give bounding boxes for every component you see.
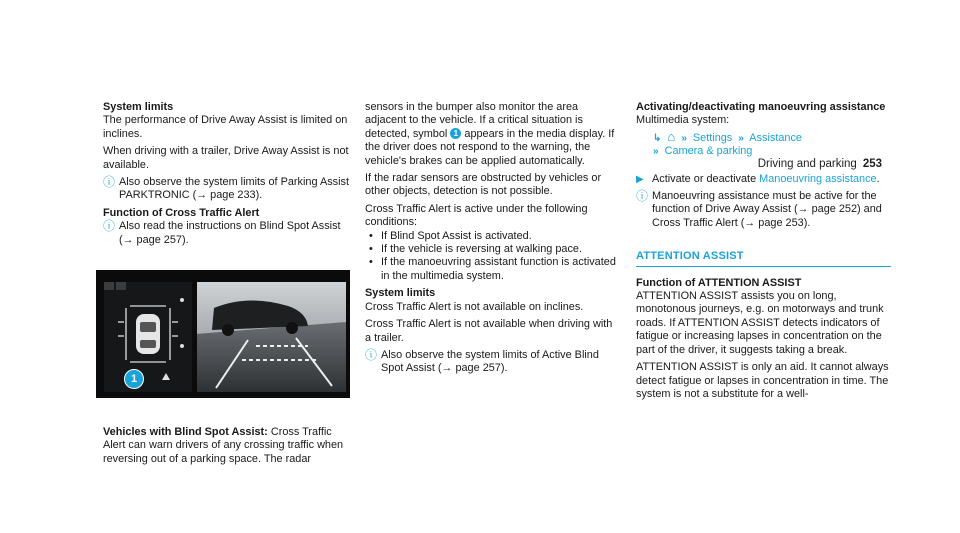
step-arrow-icon: ▶ (636, 173, 644, 185)
symbol-1-badge: 1 (450, 128, 461, 139)
heading-manoeuvring: Activating/deactivating manoeuvring assistance (636, 101, 886, 113)
chevron-right-icon: » (653, 146, 659, 158)
column-2 (365, 101, 620, 380)
paragraph: Cross Traffic Alert is active under the following conditions: (365, 202, 588, 229)
heading-system-limits: System limits (365, 287, 436, 300)
paragraph: The performance of Drive Away Assist is limited on inclines. (103, 114, 348, 140)
note-text: Also observe the system limits of Active Blind Spot Assist (→ page 257). (381, 348, 599, 375)
info-icon: ⓘ (365, 347, 378, 362)
heading-cross-traffic-alert: Function of Cross Traffic Alert (103, 206, 260, 219)
callout-badge-1: 1 (124, 369, 144, 389)
paragraph: ATTENTION ASSIST is only an aid. It cannot always detect fatigue or lapses in concentration in time. The system is not a substitute for a well- (636, 361, 889, 400)
note (365, 349, 620, 376)
note-text: Also read the instructions on Blind Spot Assist (→ page 257). (119, 220, 341, 246)
menu-manoeuvring-assistance[interactable]: Manoeuvring assistance (759, 172, 877, 185)
note (103, 220, 353, 247)
paragraph: Multimedia system: (636, 114, 730, 127)
menu-camera-parking[interactable]: Camera & parking (664, 145, 753, 158)
chevron-right-icon: » (738, 132, 744, 144)
column-3 (636, 101, 891, 405)
conditions-list (365, 230, 620, 284)
paragraph: sensors in the bumper also monitor the area adjacent to the vehicle. If a critical situation is detected, symbol 1 appears in the media display. If the driver does not respond to the warning, the vehicle's brakes can be applied automatically. (365, 101, 615, 167)
section-heading-attention-assist: ATTENTION ASSIST (636, 250, 891, 266)
menu-path (636, 130, 891, 159)
info-icon: ⓘ (636, 189, 649, 204)
note-text: Also observe the system limits of Parking Assist PARKTRONIC (→ page 233). (119, 176, 349, 202)
paragraph: ATTENTION ASSIST assists you on long, monotonous journeys, e.g. on motorways and trunk roads. If ATTENTION ASSIST detects indicators of fatigue or increasing lapses in concentration on the part of the driver, it suggests taking a break. (636, 290, 884, 356)
note (103, 176, 353, 203)
menu-settings[interactable]: Settings (692, 131, 733, 144)
home-icon[interactable]: ⌂ (667, 128, 676, 144)
paragraph: Cross Traffic Alert is not available on inclines. (365, 300, 584, 313)
info-icon: ⓘ (103, 175, 116, 190)
menu-assistance[interactable]: Assistance (749, 131, 802, 144)
paragraph (103, 426, 353, 466)
instruction-step: ▶ Activate or deactivate Manoeuvring assistance. (636, 172, 880, 185)
heading-function-attention-assist: Function of ATTENTION ASSIST (636, 276, 802, 289)
list-item: • If Blind Spot Assist is activated. (365, 230, 620, 243)
note-text: Manoeuvring assistance must be active for the function of Drive Away Assist (→ page 252) and Cross Traffic Alert (→ page 253). (652, 190, 882, 229)
media-display-illustration (96, 270, 350, 398)
header-title: Driving and parking (757, 158, 857, 170)
note (636, 190, 891, 230)
list-item: • If the vehicle is reversing at walking pace. (365, 243, 620, 256)
path-arrow-icon: ↳ (653, 132, 662, 144)
chevron-right-icon: » (681, 132, 687, 144)
list-item: • If the manoeuvring assistant function is activated in the multimedia system. (365, 256, 620, 283)
paragraph: When driving with a trailer, Drive Away Assist is not available. (103, 145, 349, 171)
page-number: 253 (862, 158, 882, 170)
heading-blind-spot: Vehicles with Blind Spot Assist: (103, 426, 268, 439)
paragraph-text: Cross Traffic Alert can warn drivers of any crossing traffic when reversing out of a parking space. The radar (103, 426, 344, 465)
info-icon: ⓘ (103, 219, 116, 234)
paragraph: If the radar sensors are obstructed by vehicles or other objects, detection is not possible. (365, 172, 602, 198)
paragraph: Cross Traffic Alert is not available when driving with a trailer. (365, 318, 613, 344)
heading-system-limits: System limits (103, 101, 174, 113)
